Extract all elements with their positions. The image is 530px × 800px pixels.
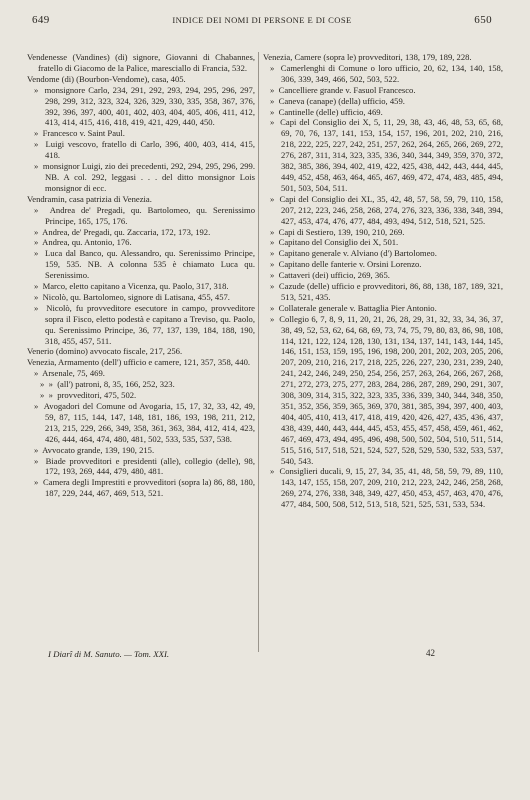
page-number-left: 649 — [32, 14, 50, 26]
index-entry: » Capi del Consiglio dei XL, 35, 42, 48, 57, 58, 59, 79, 110, 158, 207, 212, 223, 246, 258, 268, 274, 276, 323, 336, 338, 348, 394, 427, 453, 474, 476, 477, 484, 493, 494, 512, 518, 521, 525. — [270, 193, 506, 226]
index-entry: Vendramin, casa patrizia di Venezia. — [27, 193, 152, 204]
index-entry: » Cantinelle (delle) ufficio, 469. — [270, 106, 383, 117]
index-entry: » Capi di Sestiero, 139, 190, 210, 269. — [270, 226, 405, 237]
index-entry: » Luigi vescovo, fratello di Carlo, 396, 400, 403, 414, 415, 418. — [34, 139, 258, 161]
footer-title: I Diarî di M. Sanuto. — Tom. XXI. — [48, 649, 170, 659]
index-entry: Venezia, Camere (sopra le) provveditori, 138, 179, 189, 228. — [263, 52, 472, 62]
left-column — [27, 52, 258, 499]
index-entry: » Nicolò, qu. Bartolomeo, signore di Latisana, 455, 457. — [34, 291, 230, 302]
index-entry: » Caneva (canape) (della) ufficio, 459. — [270, 95, 405, 106]
signature-mark: 42 — [426, 648, 435, 658]
index-entry: » Cazude (delle) ufficio e provveditori, 86, 88, 138, 187, 189, 321, 513, 521, 435. — [270, 281, 506, 302]
index-entry: » Andrea, qu. Antonio, 176. — [34, 237, 132, 248]
running-title: INDICE DEI NOMI DI PERSONE E DI COSE — [172, 15, 352, 25]
index-entry: Vendome (di) (Bourbon-Vendome), casa, 405. — [27, 73, 186, 84]
column-divider — [258, 52, 259, 652]
index-entry: » monsignore Carlo, 234, 291, 292, 293, 294, 295, 296, 297, 298, 299, 312, 323, 324, 326, 329, 330, 335, 358, 367, 376, 392, 396, 397, 400, 401, 402, 403, 404, 405, 406, 411, 412, 413, 414, 415, 416, 418, 419, 421, 429, 440, 450. — [34, 84, 258, 128]
index-entry: » Andrea, de' Pregadi, qu. Zaccaria, 172, 173, 192. — [34, 226, 211, 237]
index-entry: » Camerlenghi di Comune o loro ufficio, 20, 62, 134, 140, 158, 306, 339, 349, 466, 502, 503, 522. — [270, 62, 506, 84]
index-entry: » Capitano del Consiglio dei X, 501. — [270, 237, 399, 248]
index-entry: » Marco, eletto capitano a Vicenza, qu. Paolo, 317, 318. — [34, 281, 229, 292]
index-entry: » Arsenale, 75, 469. — [34, 368, 105, 379]
index-entry: » Consiglieri ducali, 9, 15, 27, 34, 35, 41, 48, 58, 59, 79, 89, 110, 143, 147, 155, 158, 207, 209, 210, 212, 223, 242, 246, 258, 268, 269, 274, 276, 338, 348, 349, 427, 450, 453, 457, 463, 470, 476, 477, 484, 500, 508, 512, 513, 518, 521, 525, 531, 533, 534. — [270, 466, 506, 510]
index-entry: » Biade provveditori e presidenti (alle), collegio (delle), 98, 172, 193, 269, 444, 479, 480, 481. — [34, 455, 258, 477]
index-entry: » Capitano delle fanterie v. Orsini Lorenzo. — [270, 259, 422, 270]
index-entry: » Luca dal Banco, qu. Alessandro, qu. Serenissimo Principe, 159, 535. NB. A colonna 535 è chiamato Luca qu. Serenissimo. — [34, 248, 258, 281]
index-entry: » Cancelliere grande v. Fasuol Francesco. — [270, 84, 416, 95]
right-column — [263, 52, 506, 510]
page-header — [32, 14, 492, 30]
index-entry: » » provveditori, 475, 502. — [40, 390, 137, 401]
index-entry: » Francesco v. Saint Paul. — [34, 128, 125, 139]
index-entry: Venerio (domino) avvocato fiscale, 217, 256. — [27, 346, 183, 357]
index-entry: Vendenesse (Vandines) (di) signore, Giovanni di Chabannes, fratello di Giacomo de la Palice, maresciallo di Francia, 532. — [27, 52, 258, 73]
index-entry: » Collaterale generale v. Battaglia Pier Antonio. — [270, 302, 437, 313]
index-entry: » Camera degli Imprestiti e provveditori (sopra la) 86, 88, 180, 187, 229, 244, 467, 469, 513, 521. — [34, 477, 258, 499]
index-entry: » monsignor Luigi, zio dei precedenti, 292, 294, 295, 296, 299. NB. A col. 292, leggasi . . . del ditto monsignor Lois monsignor di ecc. — [34, 161, 258, 193]
index-entry: » » (all') patroni, 8, 35, 166, 252, 323. — [40, 379, 175, 390]
index-entry: » Andrea de' Pregadi, qu. Bartolomeo, qu. Serenissimo Principe, 165, 175, 176. — [34, 204, 258, 226]
index-entry: » Avogadori del Comune od Avogaria, 15, 17, 32, 33, 42, 49, 59, 87, 115, 144, 147, 148, 181, 186, 193, 198, 211, 212, 213, 215, 229, 266, 349, 358, 361, 363, 384, 412, 414, 423, 426, 444, 464, 474, 480, 481, 502, 533, 535, 537, 538. — [34, 401, 258, 444]
index-entry: » Capi del Consiglio dei X, 5, 11, 29, 38, 43, 46, 48, 53, 65, 68, 69, 70, 76, 137, 141, 153, 154, 157, 196, 201, 202, 210, 216, 218, 222, 225, 227, 242, 251, 257, 262, 264, 265, 266, 269, 272, 276, 287, 311, 314, 323, 335, 336, 340, 344, 349, 359, 370, 372, 382, 385, 386, 394, 402, 419, 422, 425, 438, 442, 443, 444, 445, 449, 452, 458, 463, 464, 465, 467, 469, 472, 474, 483, 485, 494, 501, 503, 504, 511. — [270, 117, 506, 193]
page-number-right: 650 — [474, 14, 492, 26]
index-entry: Venezia, Armamento (dell') ufficio e camere, 121, 357, 358, 440. — [27, 357, 251, 368]
index-entry: » Avvocato grande, 139, 190, 215. — [34, 444, 155, 455]
index-entry: » Nicolò, fu provveditore esecutore in campo, provveditore sopra il Fisco, eletto podestà e capitano a Treviso, qu. Paolo, qu. Serenissimo Principe, 36, 77, 137, 139, 184, 188, 190, 318, 455, 457, 511. — [34, 302, 258, 346]
index-entry: » Capitano generale v. Alviano (d') Bartolomeo. — [270, 248, 437, 259]
index-entry: » Collegio 6, 7, 8, 9, 11, 20, 21, 26, 28, 29, 31, 32, 33, 34, 36, 37, 38, 49, 52, 53, 62, 64, 68, 69, 73, 74, 75, 79, 80, 83, 86, 98, 108, 114, 121, 122, 124, 128, 130, 131, 134, 137, 141, 143, 144, 145, 146, 151, 153, 159, 195, 196, 198, 200, 201, 202, 203, 205, 206, 207, 209, 210, 216, 217, 218, 225, 226, 227, 230, 231, 239, 240, 241, 242, 246, 249, 250, 254, 256, 257, 263, 264, 266, 267, 268, 271, 272, 273, 275, 277, 283, 284, 286, 287, 289, 290, 291, 307, 308, 309, 314, 315, 322, 323, 335, 336, 339, 340, 344, 348, 350, 351, 352, 356, 359, 365, 369, 370, 381, 385, 394, 397, 400, 403, 404, 405, 410, 413, 417, 418, 419, 420, 426, 427, 435, 436, 437, 438, 439, 440, 443, 444, 445, 453, 455, 457, 458, 459, 461, 462, 467, 469, 473, 494, 495, 496, 498, 500, 502, 504, 510, 511, 514, 515, 516, 517, 518, 521, 524, 527, 528, 529, 530, 532, 533, 537, 540, 543. — [270, 313, 506, 466]
index-entry: » Cattaveri (dei) ufficio, 269, 365. — [270, 270, 390, 281]
